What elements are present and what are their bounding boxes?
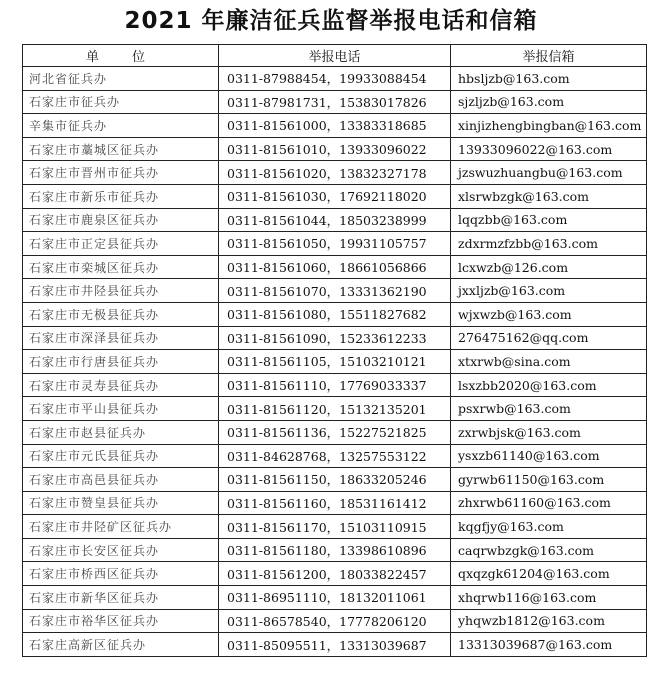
phone-cell[interactable]: 0311-81561120，15132135201 [219,397,451,421]
table-row [23,161,647,185]
phone-cell[interactable]: 0311-81561050，19931105757 [219,232,451,256]
phone-cell[interactable]: 0311-81561090，15233612233 [219,326,451,350]
table-row [23,137,647,161]
phone-cell[interactable]: 0311-81561200，18033822457 [219,562,451,586]
phone-cell[interactable]: 0311-81561105，15103210121 [219,350,451,374]
email-cell[interactable]: zxrwbjsk@163.com [451,420,647,444]
email-cell[interactable]: kqgfjy@163.com [451,515,647,539]
table-row [23,515,647,539]
email-cell[interactable]: xtxrwb@sina.com [451,350,647,374]
table-row [23,208,647,232]
email-cell[interactable]: xlsrwbzgk@163.com [451,184,647,208]
table-row [23,114,647,138]
email-cell[interactable]: 13313039687@163.com [451,633,647,657]
email-cell[interactable]: lcxwzb@126.com [451,255,647,279]
table-row [23,538,647,562]
unit-cell: 石家庄市灵寿县征兵办 [23,373,219,397]
table-row [23,397,647,421]
email-cell[interactable]: zdxrmzfzbb@163.com [451,232,647,256]
email-cell[interactable]: xhqrwb116@163.com [451,586,647,610]
unit-cell: 石家庄市平山县征兵办 [23,397,219,421]
page-title: 2021 年廉洁征兵监督举报电话和信箱 [124,8,538,34]
report-contact-table [22,44,647,657]
table-row [23,562,647,586]
table-row [23,468,647,492]
unit-cell: 河北省征兵办 [23,67,219,91]
unit-cell: 石家庄市晋州市征兵办 [23,161,219,185]
email-cell[interactable]: wjxwzb@163.com [451,302,647,326]
table-body [23,67,647,657]
phone-cell[interactable]: 0311-81561080，15511827682 [219,302,451,326]
email-cell[interactable]: 276475162@qq.com [451,326,647,350]
table-row [23,373,647,397]
unit-cell: 石家庄市藁城区征兵办 [23,137,219,161]
unit-cell: 石家庄市井陉县征兵办 [23,279,219,303]
email-cell[interactable]: ysxzb61140@163.com [451,444,647,468]
unit-cell: 石家庄市鹿泉区征兵办 [23,208,219,232]
email-cell[interactable]: 13933096022@163.com [451,137,647,161]
phone-cell[interactable]: 0311-81561044，18503238999 [219,208,451,232]
table-row [23,184,647,208]
table-row [23,586,647,610]
phone-cell[interactable]: 0311-86951110，18132011061 [219,586,451,610]
header-unit: 单 位 [23,45,219,67]
unit-cell: 石家庄市无极县征兵办 [23,302,219,326]
phone-cell[interactable]: 0311-87981731，15383017826 [219,90,451,114]
table-header-row [23,45,647,67]
unit-cell: 石家庄市新华区征兵办 [23,586,219,610]
unit-cell: 石家庄市裕华区征兵办 [23,609,219,633]
phone-cell[interactable]: 0311-81561160，18531161412 [219,491,451,515]
email-cell[interactable]: qxqzgk61204@163.com [451,562,647,586]
table-row [23,420,647,444]
unit-cell: 石家庄市栾城区征兵办 [23,255,219,279]
phone-cell[interactable]: 0311-81561020，13832327178 [219,161,451,185]
table-row [23,491,647,515]
email-cell[interactable]: lsxzbb2020@163.com [451,373,647,397]
phone-cell[interactable]: 0311-86578540，17778206120 [219,609,451,633]
email-cell[interactable]: jxxljzb@163.com [451,279,647,303]
phone-cell[interactable]: 0311-81561180，13398610896 [219,538,451,562]
header-phone: 举报电话 [219,45,451,67]
phone-cell[interactable]: 0311-84628768，13257553122 [219,444,451,468]
unit-cell: 石家庄市征兵办 [23,90,219,114]
table-row [23,633,647,657]
table-row [23,609,647,633]
unit-cell: 石家庄市井陉矿区征兵办 [23,515,219,539]
table-row [23,90,647,114]
table-row [23,302,647,326]
email-cell[interactable]: yhqwzb1812@163.com [451,609,647,633]
email-cell[interactable]: lqqzbb@163.com [451,208,647,232]
table-row [23,444,647,468]
header-email: 举报信箱 [451,45,647,67]
unit-cell: 石家庄市新乐市征兵办 [23,184,219,208]
phone-cell[interactable]: 0311-81561170，15103110915 [219,515,451,539]
table-row [23,232,647,256]
unit-cell: 石家庄市行唐县征兵办 [23,350,219,374]
phone-cell[interactable]: 0311-81561110，17769033337 [219,373,451,397]
unit-cell: 石家庄市深泽县征兵办 [23,326,219,350]
phone-cell[interactable]: 0311-81561060，18661056866 [219,255,451,279]
phone-cell[interactable]: 0311-81561150，18633205246 [219,468,451,492]
unit-cell: 石家庄市长安区征兵办 [23,538,219,562]
unit-cell: 石家庄市元氏县征兵办 [23,444,219,468]
table-row [23,255,647,279]
table-row [23,279,647,303]
email-cell[interactable]: zhxrwb61160@163.com [451,491,647,515]
unit-cell: 石家庄市桥西区征兵办 [23,562,219,586]
unit-cell: 石家庄市正定县征兵办 [23,232,219,256]
unit-cell: 辛集市征兵办 [23,114,219,138]
email-cell[interactable]: sjzljzb@163.com [451,90,647,114]
email-cell[interactable]: hbsljzb@163.com [451,67,647,91]
table-row [23,350,647,374]
phone-cell[interactable]: 0311-85095511，13313039687 [219,633,451,657]
phone-cell[interactable]: 0311-87988454，19933088454 [219,67,451,91]
unit-cell: 石家庄市高邑县征兵办 [23,468,219,492]
unit-cell: 石家庄高新区征兵办 [23,633,219,657]
phone-cell[interactable]: 0311-81561000，13383318685 [219,114,451,138]
email-cell[interactable]: xinjizhengbingban@163.com [451,114,647,138]
email-cell[interactable]: gyrwb61150@163.com [451,468,647,492]
phone-cell[interactable]: 0311-81561030，17692118020 [219,184,451,208]
email-cell[interactable]: caqrwbzgk@163.com [451,538,647,562]
phone-cell[interactable]: 0311-81561136，15227521825 [219,420,451,444]
phone-cell[interactable]: 0311-81561070，13331362190 [219,279,451,303]
email-cell[interactable]: jzswuzhuangbu@163.com [451,161,647,185]
email-cell[interactable]: psxrwb@163.com [451,397,647,421]
unit-cell: 石家庄市赵县征兵办 [23,420,219,444]
unit-cell: 石家庄市赞皇县征兵办 [23,491,219,515]
table-row [23,67,647,91]
table-row [23,326,647,350]
phone-cell[interactable]: 0311-81561010，13933096022 [219,137,451,161]
